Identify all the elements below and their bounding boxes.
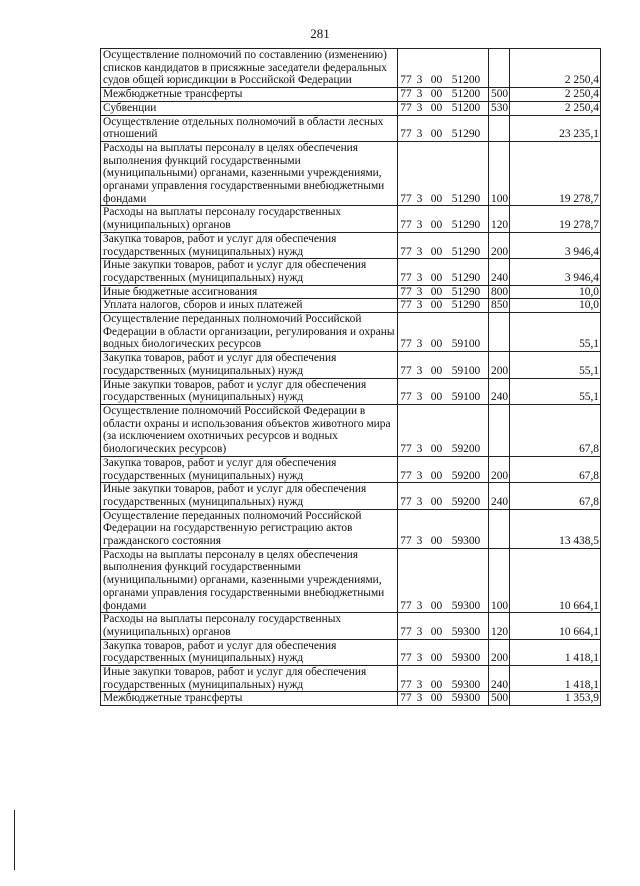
row-program-code: 77: [400, 535, 412, 548]
row-description: Расходы на выплаты персоналу государственных (муниципальных) органов: [101, 206, 398, 232]
row-expense-kind: 200: [489, 639, 510, 665]
row-description: Закупка товаров, работ и услуг для обеспечения государственных (муниципальных) нужд: [101, 232, 398, 258]
row-description: Межбюджетные трансферты: [101, 692, 398, 706]
row-group-code: 00: [430, 391, 443, 404]
row-amount: 1 418,1: [510, 666, 601, 692]
row-amount: 13 438,5: [510, 509, 601, 548]
row-amount: 55,1: [510, 352, 601, 378]
row-target-article: [398, 404, 489, 456]
row-group-code: 00: [430, 443, 443, 456]
row-expense-kind: 120: [489, 206, 510, 232]
row-expense-kind: 120: [489, 613, 510, 639]
row-target-article: [398, 101, 489, 115]
row-group-code: 00: [430, 692, 443, 705]
row-program-code: 77: [400, 219, 412, 232]
table-row: [101, 232, 601, 258]
row-group-code: 00: [430, 245, 443, 258]
row-group-code: 00: [430, 74, 443, 87]
row-group-code: 00: [430, 219, 443, 232]
row-subprogram-code: 3: [416, 299, 423, 312]
table-row: [101, 299, 601, 313]
table-row: [101, 259, 601, 285]
row-direction-code: 59300: [451, 652, 481, 665]
row-expense-kind: 240: [489, 378, 510, 404]
table-row: [101, 613, 601, 639]
table-row: [101, 49, 601, 88]
row-amount: 67,8: [510, 404, 601, 456]
row-expense-kind: 500: [489, 88, 510, 102]
row-program-code: 77: [400, 652, 412, 665]
table-row: [101, 404, 601, 456]
row-subprogram-code: 3: [416, 74, 423, 87]
row-target-article: [398, 115, 489, 141]
budget-table: [100, 48, 601, 706]
row-subprogram-code: 3: [416, 652, 423, 665]
row-target-article: [398, 639, 489, 665]
row-target-article: [398, 666, 489, 692]
row-group-code: 00: [430, 271, 443, 284]
row-target-article: [398, 299, 489, 313]
row-subprogram-code: 3: [416, 88, 423, 101]
row-target-article: [398, 692, 489, 706]
row-direction-code: 51290: [451, 271, 481, 284]
row-target-article: [398, 206, 489, 232]
row-direction-code: 51200: [451, 88, 481, 101]
row-expense-kind: 200: [489, 232, 510, 258]
row-amount: 10,0: [510, 299, 601, 313]
row-group-code: 00: [430, 678, 443, 691]
row-target-article: [398, 509, 489, 548]
row-direction-code: 51290: [451, 245, 481, 258]
row-direction-code: 51290: [451, 192, 481, 205]
row-expense-kind: 200: [489, 456, 510, 482]
row-description: Осуществление отдельных полномочий в области лесных отношений: [101, 115, 398, 141]
row-direction-code: 51200: [451, 101, 481, 114]
row-subprogram-code: 3: [416, 535, 423, 548]
row-program-code: 77: [400, 245, 412, 258]
row-group-code: 00: [430, 625, 443, 638]
row-group-code: 00: [430, 88, 443, 101]
row-subprogram-code: 3: [416, 128, 423, 141]
table-row: [101, 285, 601, 299]
row-program-code: 77: [400, 599, 412, 612]
row-amount: 67,8: [510, 483, 601, 509]
row-target-article: [398, 285, 489, 299]
row-description: Иные бюджетные ассигнования: [101, 285, 398, 299]
row-target-article: [398, 378, 489, 404]
row-target-article: [398, 352, 489, 378]
row-group-code: 00: [430, 599, 443, 612]
row-program-code: 77: [400, 128, 412, 141]
row-subprogram-code: 3: [416, 443, 423, 456]
row-description: Субвенции: [101, 101, 398, 115]
row-expense-kind: 100: [489, 548, 510, 613]
row-expense-kind: [489, 509, 510, 548]
row-program-code: 77: [400, 443, 412, 456]
row-direction-code: 59100: [451, 338, 481, 351]
row-program-code: 77: [400, 192, 412, 205]
row-expense-kind: 850: [489, 299, 510, 313]
table-row: [101, 548, 601, 613]
row-direction-code: 59200: [451, 495, 481, 508]
row-subprogram-code: 3: [416, 101, 423, 114]
row-description: Закупка товаров, работ и услуг для обеспечения государственных (муниципальных) нужд: [101, 639, 398, 665]
row-group-code: 00: [430, 285, 443, 298]
row-amount: 3 946,4: [510, 259, 601, 285]
table-row: [101, 115, 601, 141]
row-amount: 10 664,1: [510, 613, 601, 639]
row-expense-kind: 500: [489, 692, 510, 706]
row-direction-code: 59300: [451, 599, 481, 612]
row-program-code: 77: [400, 495, 412, 508]
row-amount: 23 235,1: [510, 115, 601, 141]
row-direction-code: 59200: [451, 469, 481, 482]
row-subprogram-code: 3: [416, 271, 423, 284]
row-program-code: 77: [400, 88, 412, 101]
row-description: Закупка товаров, работ и услуг для обеспечения государственных (муниципальных) нужд: [101, 456, 398, 482]
row-expense-kind: 240: [489, 259, 510, 285]
row-direction-code: 59100: [451, 364, 481, 377]
row-amount: 10 664,1: [510, 548, 601, 613]
row-program-code: 77: [400, 299, 412, 312]
row-program-code: 77: [400, 469, 412, 482]
row-expense-kind: 800: [489, 285, 510, 299]
row-description: Осуществление переданных полномочий Российской Федерации в области организации, регулирования и охраны водных биологических ресурсов: [101, 313, 398, 352]
row-description: Закупка товаров, работ и услуг для обеспечения государственных (муниципальных) нужд: [101, 352, 398, 378]
row-subprogram-code: 3: [416, 469, 423, 482]
row-direction-code: 51290: [451, 128, 481, 141]
row-amount: 1 418,1: [510, 639, 601, 665]
row-program-code: 77: [400, 271, 412, 284]
row-group-code: 00: [430, 192, 443, 205]
page-number: 281: [310, 26, 330, 41]
row-description: Уплата налогов, сборов и иных платежей: [101, 299, 398, 313]
row-direction-code: 59200: [451, 443, 481, 456]
row-amount: 19 278,7: [510, 206, 601, 232]
budget-table-body: [101, 49, 601, 706]
row-subprogram-code: 3: [416, 625, 423, 638]
row-program-code: 77: [400, 625, 412, 638]
row-amount: 2 250,4: [510, 101, 601, 115]
row-target-article: [398, 88, 489, 102]
row-program-code: 77: [400, 391, 412, 404]
table-row: [101, 141, 601, 206]
row-program-code: 77: [400, 678, 412, 691]
row-expense-kind: 200: [489, 352, 510, 378]
row-description: Осуществление полномочий Российской Федерации в области охраны и использования объектов животного мира (за исключением охотничьих ресурсов и водных биологических ресурсов): [101, 404, 398, 456]
row-target-article: [398, 548, 489, 613]
row-group-code: 00: [430, 469, 443, 482]
row-description: Межбюджетные трансферты: [101, 88, 398, 102]
row-group-code: 00: [430, 652, 443, 665]
row-program-code: 77: [400, 101, 412, 114]
row-subprogram-code: 3: [416, 364, 423, 377]
table-row: [101, 352, 601, 378]
row-group-code: 00: [430, 101, 443, 114]
row-direction-code: 51290: [451, 299, 481, 312]
table-row: [101, 101, 601, 115]
row-group-code: 00: [430, 128, 443, 141]
table-row: [101, 456, 601, 482]
row-subprogram-code: 3: [416, 245, 423, 258]
row-direction-code: 59300: [451, 535, 481, 548]
row-group-code: 00: [430, 364, 443, 377]
row-expense-kind: [489, 49, 510, 88]
row-direction-code: 59300: [451, 678, 481, 691]
table-row: [101, 692, 601, 706]
row-program-code: 77: [400, 364, 412, 377]
table-row: [101, 509, 601, 548]
row-subprogram-code: 3: [416, 285, 423, 298]
row-expense-kind: 240: [489, 483, 510, 509]
row-group-code: 00: [430, 535, 443, 548]
row-direction-code: 51290: [451, 219, 481, 232]
table-row: [101, 88, 601, 102]
row-target-article: [398, 49, 489, 88]
row-description: Расходы на выплаты персоналу в целях обеспечения выполнения функций государственными (муниципальными) органами, казенными учреждениями, органами управления государственными внебюджетными фондами: [101, 548, 398, 613]
row-expense-kind: 100: [489, 141, 510, 206]
margin-binding-line: [14, 810, 15, 870]
row-amount: 2 250,4: [510, 88, 601, 102]
table-row: [101, 378, 601, 404]
row-direction-code: 59300: [451, 692, 481, 705]
row-target-article: [398, 313, 489, 352]
row-expense-kind: [489, 404, 510, 456]
table-row: [101, 666, 601, 692]
row-subprogram-code: 3: [416, 391, 423, 404]
row-expense-kind: [489, 313, 510, 352]
row-amount: 10,0: [510, 285, 601, 299]
row-direction-code: 51290: [451, 285, 481, 298]
row-target-article: [398, 483, 489, 509]
row-subprogram-code: 3: [416, 495, 423, 508]
table-row: [101, 483, 601, 509]
row-expense-kind: 240: [489, 666, 510, 692]
table-row: [101, 313, 601, 352]
table-row: [101, 206, 601, 232]
row-amount: 19 278,7: [510, 141, 601, 206]
row-description: Осуществление полномочий по составлению (изменению) списков кандидатов в присяжные заседатели федеральных судов общей юрисдикции в Российской Федерации: [101, 49, 398, 88]
row-program-code: 77: [400, 692, 412, 705]
row-group-code: 00: [430, 338, 443, 351]
row-amount: 67,8: [510, 456, 601, 482]
row-description: Иные закупки товаров, работ и услуг для обеспечения государственных (муниципальных) нужд: [101, 666, 398, 692]
row-subprogram-code: 3: [416, 219, 423, 232]
row-amount: 1 353,9: [510, 692, 601, 706]
row-target-article: [398, 613, 489, 639]
row-direction-code: 51200: [451, 74, 481, 87]
row-subprogram-code: 3: [416, 338, 423, 351]
row-group-code: 00: [430, 495, 443, 508]
row-amount: 55,1: [510, 378, 601, 404]
row-description: Осуществление переданных полномочий Российской Федерации на государственную регистрацию актов гражданского состояния: [101, 509, 398, 548]
row-program-code: 77: [400, 285, 412, 298]
row-subprogram-code: 3: [416, 692, 423, 705]
row-description: Иные закупки товаров, работ и услуг для обеспечения государственных (муниципальных) нужд: [101, 378, 398, 404]
row-target-article: [398, 141, 489, 206]
row-description: Иные закупки товаров, работ и услуг для обеспечения государственных (муниципальных) нужд: [101, 259, 398, 285]
row-description: Иные закупки товаров, работ и услуг для обеспечения государственных (муниципальных) нужд: [101, 483, 398, 509]
row-amount: 2 250,4: [510, 49, 601, 88]
row-amount: 3 946,4: [510, 232, 601, 258]
row-subprogram-code: 3: [416, 599, 423, 612]
table-row: [101, 639, 601, 665]
row-direction-code: 59300: [451, 625, 481, 638]
row-direction-code: 59100: [451, 391, 481, 404]
row-description: Расходы на выплаты персоналу государственных (муниципальных) органов: [101, 613, 398, 639]
row-description: Расходы на выплаты персоналу в целях обеспечения выполнения функций государственными (муниципальными) органами, казенными учреждениями, органами управления государственными внебюджетными фондами: [101, 141, 398, 206]
row-target-article: [398, 232, 489, 258]
row-subprogram-code: 3: [416, 678, 423, 691]
row-group-code: 00: [430, 299, 443, 312]
row-target-article: [398, 259, 489, 285]
row-program-code: 77: [400, 338, 412, 351]
row-target-article: [398, 456, 489, 482]
row-expense-kind: [489, 115, 510, 141]
row-expense-kind: 530: [489, 101, 510, 115]
row-amount: 55,1: [510, 313, 601, 352]
row-subprogram-code: 3: [416, 192, 423, 205]
row-program-code: 77: [400, 74, 412, 87]
